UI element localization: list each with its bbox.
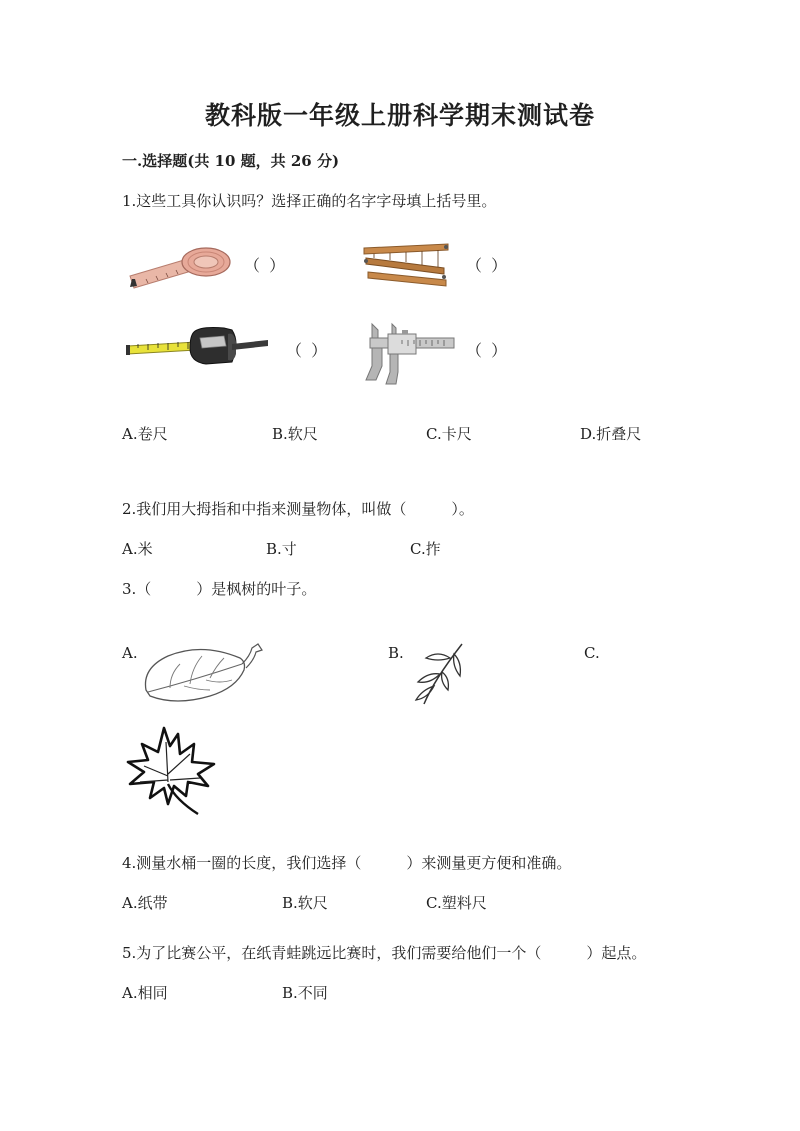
caliper-image: [362, 320, 458, 384]
question-1-option-d[interactable]: D.折叠尺: [580, 425, 642, 443]
question-5-option-a[interactable]: A.相同: [122, 984, 168, 1002]
question-1-blank-4[interactable]: （ ）: [466, 341, 510, 360]
question-4-text: 4.测量水桶一圈的长度，我们选择（ ）来测量更方便和准确。: [122, 854, 572, 872]
question-1-option-c[interactable]: C.卡尺: [426, 425, 472, 443]
folding-ruler-image: [360, 240, 452, 300]
question-1-blank-2[interactable]: （ ）: [466, 256, 510, 275]
question-3-option-b[interactable]: B.: [388, 644, 404, 662]
question-2-text: 2.我们用大拇指和中指来测量物体，叫做（ ）。: [122, 500, 474, 518]
oval-leaf-image: [140, 640, 266, 706]
question-1-option-b[interactable]: B.软尺: [272, 425, 318, 443]
willow-leaf-image: [410, 640, 470, 710]
question-4-option-b[interactable]: B.软尺: [282, 894, 328, 912]
question-4-option-c[interactable]: C.塑料尺: [426, 894, 487, 912]
question-2-option-c[interactable]: C.拃: [410, 540, 441, 558]
question-1-text: 1.这些工具你认识吗？选择正确的名字字母填上括号里。: [122, 192, 497, 210]
question-3-option-c[interactable]: C.: [584, 644, 600, 662]
question-1-option-a[interactable]: A.卷尺: [122, 425, 168, 443]
question-4-option-a[interactable]: A.纸带: [122, 894, 168, 912]
question-5-option-b[interactable]: B.不同: [282, 984, 328, 1002]
question-3-option-a[interactable]: A.: [122, 644, 138, 662]
question-2-option-a[interactable]: A.米: [122, 540, 153, 558]
question-1-blank-1[interactable]: （ ）: [244, 256, 288, 275]
question-1-blank-3[interactable]: （ ）: [286, 341, 330, 360]
section-heading: 一.选择题(共 10 题，共 26 分): [122, 152, 340, 170]
question-5-text: 5.为了比赛公平，在纸青蛙跳远比赛时，我们需要给他们一个（ ）起点。: [122, 944, 647, 962]
question-2-option-b[interactable]: B.寸: [266, 540, 297, 558]
page-title: 教科版一年级上册科学期末测试卷: [204, 101, 595, 130]
soft-tape-measure-image: [126, 242, 236, 298]
tape-measure-image: [124, 324, 270, 370]
maple-leaf-image: [124, 724, 220, 818]
question-3-text: 3.（ ）是枫树的叶子。: [122, 580, 317, 598]
